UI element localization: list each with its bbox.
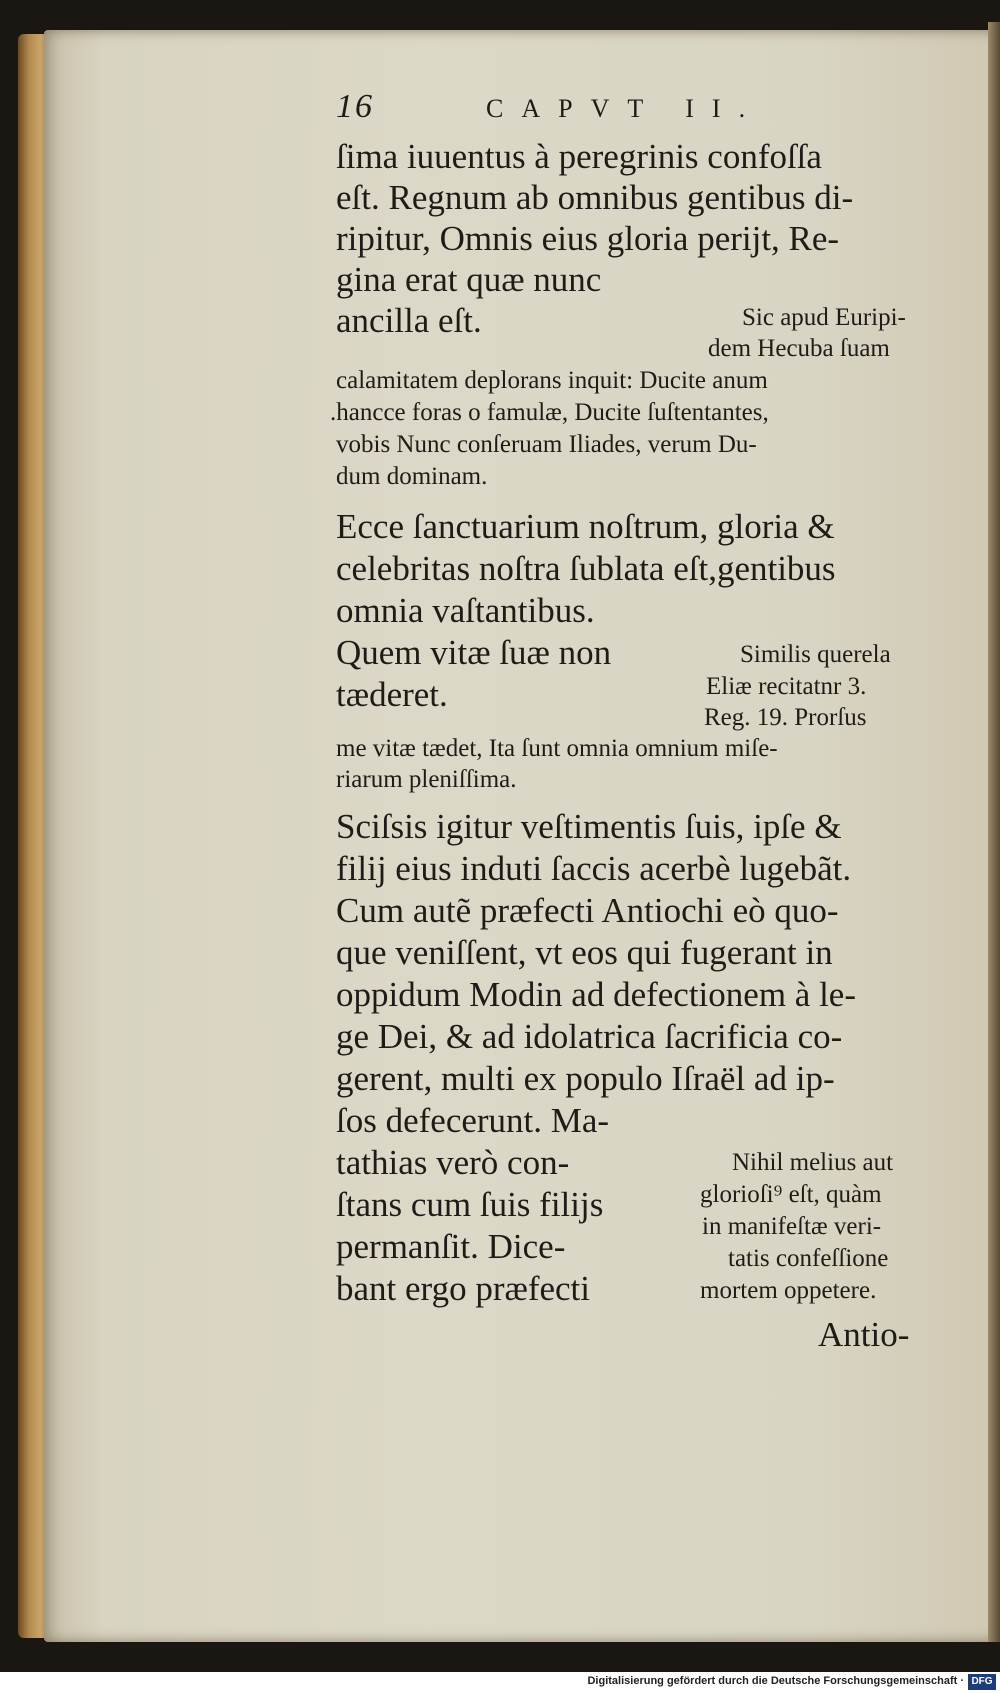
text-line: ripitur, Omnis eius gloria perijt, Re-	[336, 219, 840, 258]
running-header	[336, 88, 956, 138]
text-line: tæderet.	[336, 675, 448, 714]
catchword: Antio-	[818, 1315, 910, 1354]
text-line: tathias verò con-	[336, 1143, 570, 1182]
text-line: Sciſsis igitur veſtimentis ſuis, ipſe &	[336, 807, 842, 846]
marginal-note-line: Similis querela	[740, 641, 891, 668]
note-line: dum dominam.	[336, 463, 488, 490]
text-line: gerent, multi ex populo Iſraël ad ip-	[336, 1059, 835, 1098]
text-line: filij eius induti ſaccis acerbè lugebãt.	[336, 849, 852, 888]
text-line: celebritas noſtra ſublata eſt,gentibus	[336, 549, 836, 588]
funding-credit: Digitalisierung gefördert durch die Deutsche Forschungsgemeinschaft ·	[587, 1675, 964, 1687]
footer-bar	[0, 1672, 1000, 1693]
text-line: bant ergo præfecti	[336, 1269, 590, 1308]
note-line: vobis Nunc conſeruam Iliades, verum Du-	[336, 431, 757, 458]
note-line: calamitatem deplorans inquit: Ducite anum	[336, 367, 768, 394]
marginal-note-line: glorioſi⁹ eſt, quàm	[700, 1181, 882, 1208]
marginal-note-line: dem Hecuba ſuam	[708, 335, 890, 362]
marginal-note-line: in manifeſtæ veri-	[702, 1213, 882, 1240]
note-line: riarum pleniſſima.	[336, 766, 517, 793]
marginal-note-line: Nihil melius aut	[732, 1149, 894, 1176]
text-line: ſtans cum ſuis filijs	[336, 1185, 604, 1224]
text-line: Ecce ſanctuarium noſtrum, gloria &	[336, 507, 835, 546]
text-line: oppidum Modin ad defectionem à le-	[336, 975, 856, 1014]
page-number: 16	[336, 88, 374, 125]
text-line: gina erat quæ nunc	[336, 260, 602, 299]
note-line: me vitæ tædet, Ita ſunt omnia omnium miſe-	[336, 735, 778, 762]
chapter-title: CAPVT II.	[486, 94, 764, 123]
book-right-edge	[988, 22, 1000, 1642]
note-line: .hancce foras o famulæ, Ducite ſuſtentantes,	[330, 399, 769, 426]
marginal-note-line: Eliæ recitatnr 3.	[706, 673, 867, 700]
text-line: ancilla eſt.	[336, 301, 482, 340]
text-line: ſima iuuentus à peregrinis confoſſa	[336, 137, 822, 176]
text-line: Cum autẽ præfecti Antiochi eò quo-	[336, 891, 839, 930]
text-line: ſos defecerunt. Ma-	[336, 1101, 610, 1140]
text-line: ge Dei, & ad idolatrica ſacrificia co-	[336, 1017, 843, 1056]
marginal-note-line: Sic apud Euripi-	[742, 304, 906, 331]
text-line: Quem vitæ ſuæ non	[336, 633, 612, 672]
text-line: eſt. Regnum ab omnibus gentibus di-	[336, 178, 854, 217]
text-line: que veniſſent, vt eos qui fugerant in	[336, 933, 833, 972]
marginal-note-line: mortem oppetere.	[700, 1277, 877, 1304]
dfg-logo: DFG	[968, 1674, 996, 1690]
marginal-note-line: Reg. 19. Prorſus	[704, 704, 867, 731]
text-line: omnia vaſtantibus.	[336, 591, 595, 630]
marginal-note-line: tatis confeſſione	[728, 1245, 889, 1272]
text-line: permanſit. Dice-	[336, 1227, 566, 1266]
